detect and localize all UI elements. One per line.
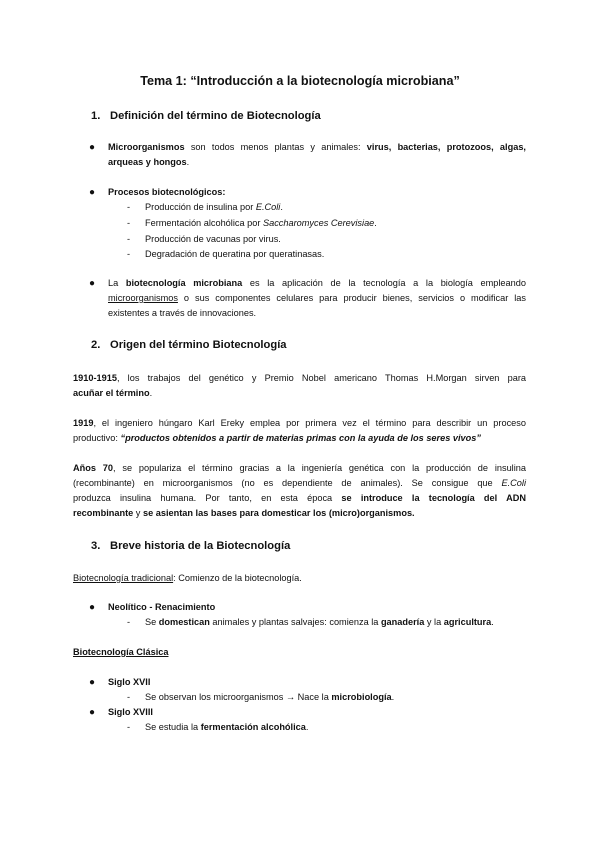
section-1-heading — [91, 108, 321, 124]
subheading-clasica: Biotecnología Clásica — [73, 647, 169, 657]
document-page: Tema 1: “Introducción a la biotecnología microbiana” 1. Definición del término de Biotecnología ● Microorganismos son todos menos plantas y animales: virus, bacterias, protozoos, algas, arqueas y hongos. ● Procesos biotecnológicos: - Producción de insulina por E.Coli. - Fermentación alcohólica por Saccharomyces Cerevisiae. - Producción de vacunas por virus. - Degradación de queratina por queratinasas. ● La biotecnología microbiana es la aplicación de la tecnología a la biología empleando microorganismos o sus componentes celulares para producir bienes, servicios o modificar las existentes a través de innovaciones. 2. Origen del término Biotecnología 1910-1915, los trabajos del genético y Premio Nobel americano Thomas H.Morgan sirven para acuñar el término. 1919, el ingeniero húngaro Karl Ereky emplea por primera vez el término para describir un proceso productivo: “productos obtenidos a partir de materias primas con la ayuda de los seres vivos” Años 70, se populariza el término gracias a la ingeniería genética con la producción de insulina (recombinante) en microorganismos (no es dependiente de animales). Se consigue que E.Coli produzca insulina humana. Por tanto, en esta época se introduce la tecnología del ADN recombinante y se asientan las bases para domesticar los (micro)organismos. 3. Breve historia de la Biotecnología Biotecnología tradicional: Comienzo de la biotecnología. ● Neolítico - Renacimiento - Se domestican animales y plantas salvajes: comienza la ganadería y la agricultura. Biotecnología Clásica ● Siglo XVII - Se observan los microorganismos → Nace la microbiología. ● Siglo XVIII - Se estudia la fermentación alcohólica. — [0, 0, 600, 848]
section-2-heading — [91, 337, 287, 353]
list-item: - Degradación de queratina por queratinasas. — [127, 249, 325, 259]
bullet-icon: ● — [89, 707, 96, 718]
list-item: - Producción de vacunas por virus. — [127, 234, 281, 244]
bullet-icon: ● — [89, 142, 96, 153]
list-head: Procesos biotecnológicos: — [108, 187, 226, 197]
page-title: Tema 1: “Introducción a la biotecnología microbiana” — [140, 74, 460, 88]
paragraph-1910: 1910-1915, los trabajos del genético y Premio Nobel americano Thomas H.Morgan sirven para acuñar el término. — [73, 373, 526, 398]
section-number: 2. — [91, 339, 101, 351]
list-item: - Se observan los microorganismos → Nace la microbiología. — [127, 692, 395, 702]
list-item: - Fermentación alcohólica por Saccharomyces Cerevisiae. — [127, 218, 377, 228]
list-item: - Se estudia la fermentación alcohólica. — [127, 722, 309, 732]
bullet-icon: ● — [89, 187, 96, 198]
list-item: - Se domestican animales y plantas salvajes: comienza la ganadería y la agricultura. — [127, 617, 494, 627]
section-number: 1. — [91, 110, 101, 122]
bullet-icon: ● — [89, 677, 96, 688]
list-item: - Producción de insulina por E.Coli. — [127, 202, 283, 212]
bullet-icon: ● — [89, 602, 96, 613]
section-title: Origen del término Biotecnología — [110, 339, 287, 351]
subheading-tradicional: Biotecnología tradicional: Comienzo de la biotecnología. — [73, 573, 302, 583]
bullet-icon: ● — [89, 278, 96, 289]
paragraph-1919: 1919, el ingeniero húngaro Karl Ereky emplea por primera vez el término para describir un proceso productivo: “productos obtenidos a partir de materias primas con la ayuda de los seres vivos” — [73, 418, 526, 443]
paragraph-anos-70: Años 70, se populariza el término gracias a la ingeniería genética con la producción de insulina (recombinante) en microorganismos (no es dependiente de animales). Se consigue que E.Coli produzca insulina humana. Por tanto, en esta época se introduce la tecnología del ADN recombinante y se asientan las bases para domesticar los (micro)organismos. — [73, 463, 526, 518]
section-title: Breve historia de la Biotecnología — [110, 540, 291, 552]
section-3-heading — [91, 538, 290, 554]
section-number: 3. — [91, 540, 101, 552]
section-title: Definición del término de Biotecnología — [110, 110, 321, 122]
